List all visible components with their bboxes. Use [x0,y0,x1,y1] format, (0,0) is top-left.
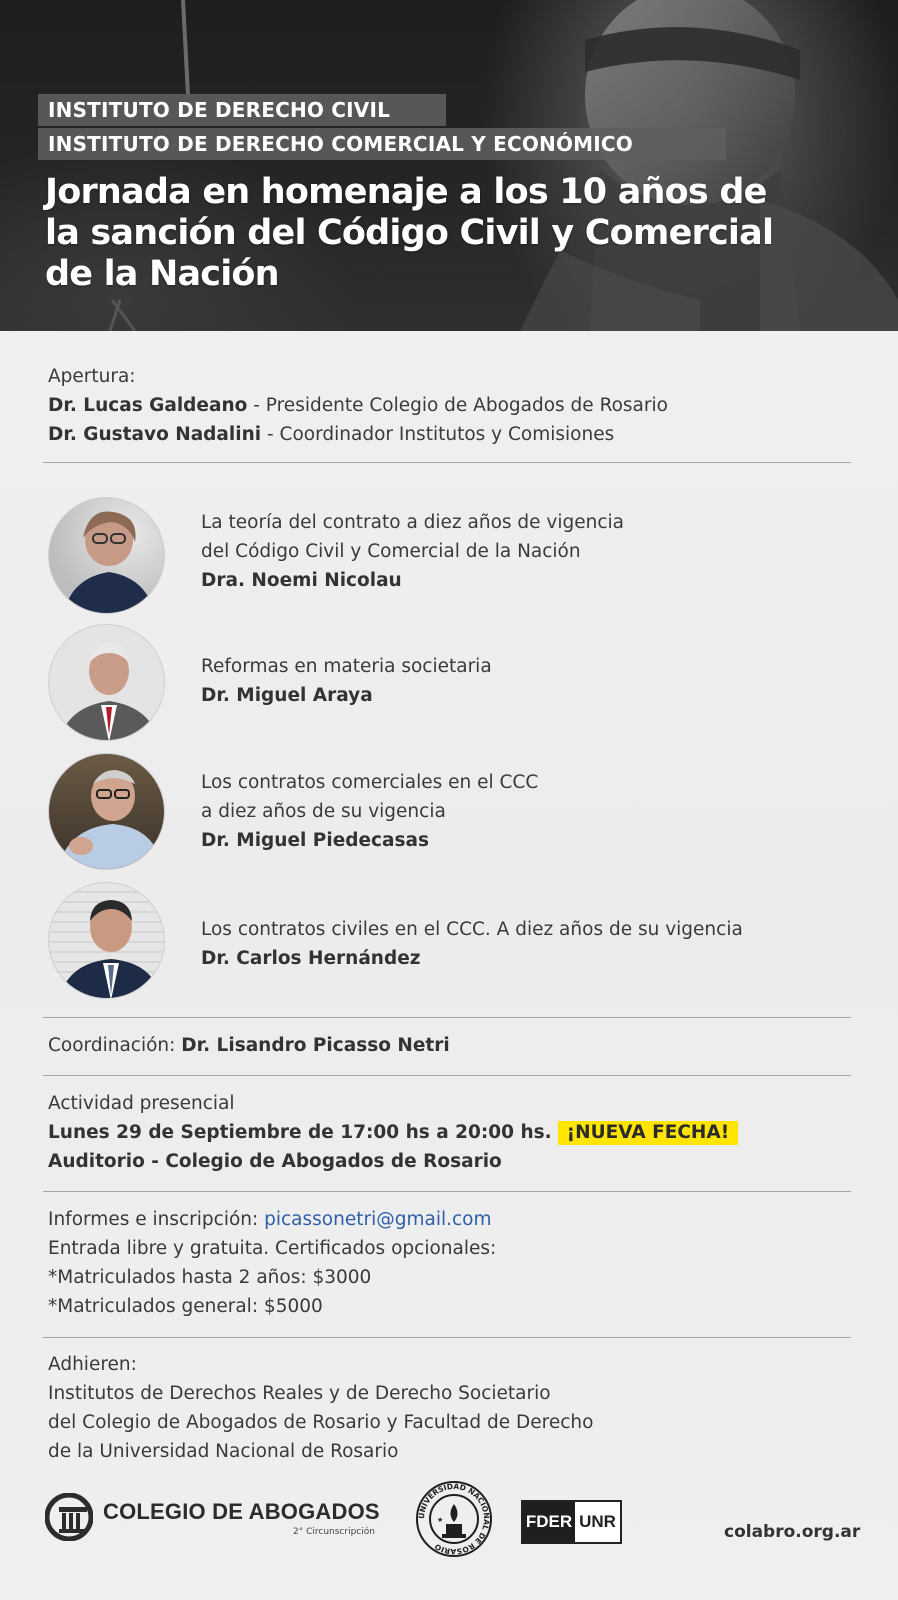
talk-title-line: Reformas en materia societaria [201,656,492,677]
divider [43,462,851,463]
talk-item [201,652,492,710]
fder-unr-logo [521,1500,622,1544]
talk-speaker: Dr. Miguel Araya [201,685,373,706]
talk-title-line: Los contratos civiles en el CCC. A diez años de su vigencia [201,919,743,940]
colegio-columns-icon [45,1493,93,1541]
fder-logo-text: FDER [523,1502,575,1542]
coordinacion-section [48,1031,450,1060]
divider [43,1191,851,1192]
speaker-role: - Coordinador Institutos y Comisiones [261,424,615,445]
website-url: colabro.org.ar [724,1522,861,1542]
event-title-line: la sanción del Código Civil y Comercial [45,213,774,253]
talk-title-line: La teoría del contrato a diez años de vigencia [201,512,625,533]
apertura-section [48,362,668,449]
institute-civil-label: INSTITUTO DE DERECHO CIVIL [38,94,446,126]
svg-text:★: ★ [437,1516,444,1524]
talk-speaker: Dra. Noemi Nicolau [201,570,402,591]
price-line: *Matriculados general: $5000 [48,1296,323,1317]
adhieren-line: del Colegio de Abogados de Rosario y Facultad de Derecho [48,1412,594,1433]
adhieren-label: Adhieren: [48,1354,137,1375]
unr-seal-logo [415,1478,493,1560]
unr-logo-text: UNR [579,1512,616,1531]
speaker-photo-hernandez [48,882,165,999]
divider [43,1017,851,1018]
event-title-line: Jornada en homenaje a los 10 años de [45,172,767,212]
colegio-abogados-logo [45,1493,385,1543]
coordinacion-label: Coordinación: [48,1035,182,1056]
talk-title-line: Los contratos comerciales en el CCC [201,772,539,793]
new-date-badge: ¡NUEVA FECHA! [558,1121,739,1145]
adhieren-line: Institutos de Derechos Reales y de Derecho Societario [48,1383,551,1404]
event-title-line: de la Nación [45,254,279,294]
colegio-name: COLEGIO DE ABOGADOS [103,1499,380,1524]
apertura-label: Apertura: [48,366,136,387]
actividad-label: Actividad presencial [48,1093,235,1114]
informes-section [48,1205,496,1321]
actividad-date-row [48,1118,738,1147]
event-date: Lunes 29 de Septiembre de 17:00 hs a 20:00 hs. [48,1122,552,1143]
talk-title-line: del Código Civil y Comercial de la Nación [201,541,581,562]
adhieren-section [48,1350,593,1466]
colegio-circunscripcion: 2° Circunscripción [293,1527,375,1537]
adhieren-line: de la Universidad Nacional de Rosario [48,1441,399,1462]
apertura-speaker [48,420,668,449]
coordinador-name: Dr. Lisandro Picasso Netri [181,1035,450,1056]
event-venue: Auditorio - Colegio de Abogados de Rosario [48,1151,502,1172]
talk-title-line: a diez años de su vigencia [201,801,446,822]
speaker-photo-nicolau [48,497,165,614]
website-link[interactable] [724,1522,860,1542]
institute-comercial-label: INSTITUTO DE DERECHO COMERCIAL Y ECONÓMICO [38,128,726,160]
contact-email-link[interactable]: picassonetri@gmail.com [264,1209,492,1230]
speaker-name: Dr. Gustavo Nadalini [48,424,262,445]
speaker-photo-araya [48,624,165,741]
apertura-speaker [48,391,668,420]
informes-label: Informes e inscripción: [48,1209,265,1230]
talk-item [201,508,624,595]
speaker-name: Dr. Lucas Galdeano [48,395,248,416]
event-title [45,172,845,295]
talk-item [201,768,538,855]
talk-item [201,915,743,973]
divider [43,1337,851,1338]
unr-ring-text: UNIVERSIDAD NACIONAL DE ROSARIO [416,1481,492,1557]
header-banner [0,0,898,331]
talk-speaker: Dr. Miguel Piedecasas [201,830,429,851]
actividad-section [48,1089,738,1176]
speaker-role: - Presidente Colegio de Abogados de Rosario [247,395,668,416]
divider [43,1075,851,1076]
talk-speaker: Dr. Carlos Hernández [201,948,421,969]
speaker-photo-piedecasas [48,753,165,870]
informes-row [48,1205,496,1234]
price-line: *Matriculados hasta 2 años: $3000 [48,1267,372,1288]
entrada-text: Entrada libre y gratuita. Certificados opcionales: [48,1238,497,1259]
